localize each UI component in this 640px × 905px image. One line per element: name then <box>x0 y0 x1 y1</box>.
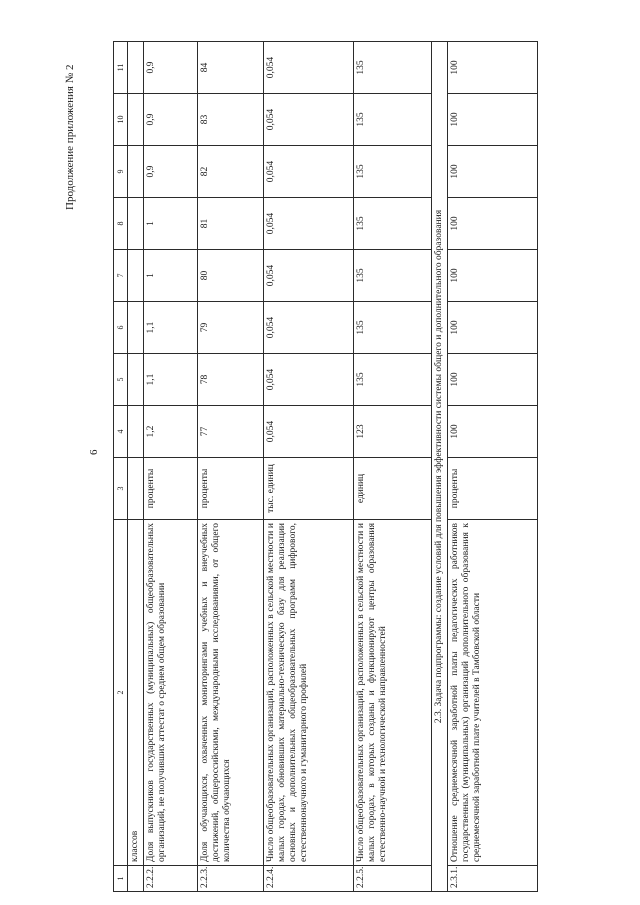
table-row <box>128 42 144 892</box>
section-title: 2.3. Задача подпрограммы: создание условий для повышения эффективности системы общего и дополнительного образования <box>432 42 448 892</box>
value-cell: 0,054 <box>264 250 354 302</box>
value-cell: 81 <box>198 198 264 250</box>
column-number: 11 <box>114 42 128 94</box>
appendix-continuation-label: Продолжение приложения № 2 <box>64 64 76 210</box>
table-row <box>198 42 264 892</box>
row-number: 2.3.1. <box>448 866 538 892</box>
row-number: 2.2.4. <box>264 866 354 892</box>
value-cell: 0,9 <box>144 146 198 198</box>
value-cell <box>128 250 144 302</box>
value-cell: 1,2 <box>144 406 198 458</box>
row-number <box>128 866 144 892</box>
column-number: 9 <box>114 146 128 198</box>
value-cell: 1 <box>144 198 198 250</box>
column-number: 4 <box>114 406 128 458</box>
value-cell: 135 <box>354 354 432 406</box>
value-cell: 1,1 <box>144 302 198 354</box>
column-number: 8 <box>114 198 128 250</box>
value-cell: 77 <box>198 406 264 458</box>
value-cell: 0,054 <box>264 406 354 458</box>
row-number: 2.2.2. <box>144 866 198 892</box>
value-cell: 0,054 <box>264 94 354 146</box>
value-cell: 0,9 <box>144 42 198 94</box>
column-number: 7 <box>114 250 128 302</box>
unit-cell: единиц <box>354 458 432 520</box>
value-cell <box>128 302 144 354</box>
column-number: 5 <box>114 354 128 406</box>
value-cell <box>128 354 144 406</box>
column-number: 10 <box>114 94 128 146</box>
section-row <box>432 42 448 892</box>
value-cell: 83 <box>198 94 264 146</box>
value-cell <box>128 146 144 198</box>
value-cell: 78 <box>198 354 264 406</box>
value-cell: 79 <box>198 302 264 354</box>
indicator-name: Доля обучающихся, охваченных мониторингами учебных и внеучебных достижений, общероссийскими, международными исследованиями, от общего количества обучающихся <box>198 520 264 866</box>
unit-cell <box>128 458 144 520</box>
value-cell: 100 <box>448 302 538 354</box>
value-cell: 135 <box>354 302 432 354</box>
value-cell: 0,054 <box>264 198 354 250</box>
table-row <box>354 42 432 892</box>
column-number-row <box>114 42 128 892</box>
page-number: 6 <box>88 449 100 455</box>
unit-cell: тыс. единиц <box>264 458 354 520</box>
value-cell: 135 <box>354 42 432 94</box>
column-number: 6 <box>114 302 128 354</box>
row-number: 2.2.3. <box>198 866 264 892</box>
value-cell: 100 <box>448 146 538 198</box>
indicator-name: Отношение среднемесячной заработной платы педагогических работников государственных (муниципальных) организаций дополнительного образования к среднемесячной заработной плате учителей в Тамбовской области <box>448 520 538 866</box>
value-cell: 80 <box>198 250 264 302</box>
row-number: 2.2.5. <box>354 866 432 892</box>
table-row <box>144 42 198 892</box>
table-row <box>264 42 354 892</box>
value-cell: 135 <box>354 198 432 250</box>
value-cell <box>128 42 144 94</box>
column-number: 2 <box>114 520 128 866</box>
value-cell: 100 <box>448 406 538 458</box>
unit-cell: проценты <box>448 458 538 520</box>
value-cell: 0,054 <box>264 302 354 354</box>
value-cell: 100 <box>448 354 538 406</box>
value-cell: 0,054 <box>264 354 354 406</box>
indicators-table <box>113 41 538 892</box>
unit-cell: проценты <box>144 458 198 520</box>
value-cell <box>128 198 144 250</box>
indicator-name: Число общеобразовательных организаций, расположенных в сельской местности и малых городах, в которых созданы и функционируют центры образования естественно-научной и технологической направленностей <box>354 520 432 866</box>
column-number: 3 <box>114 458 128 520</box>
value-cell: 100 <box>448 198 538 250</box>
indicator-name: Доля выпускников государственных (муниципальных) общеобразовательных организаций, не получивших аттестат о среднем общем образовании <box>144 520 198 866</box>
value-cell: 1 <box>144 250 198 302</box>
value-cell: 0,054 <box>264 146 354 198</box>
unit-cell: проценты <box>198 458 264 520</box>
value-cell: 1,1 <box>144 354 198 406</box>
column-number: 1 <box>114 866 128 892</box>
value-cell: 100 <box>448 42 538 94</box>
value-cell: 123 <box>354 406 432 458</box>
value-cell: 135 <box>354 94 432 146</box>
value-cell: 135 <box>354 250 432 302</box>
value-cell: 100 <box>448 94 538 146</box>
rotated-table-sheet <box>113 42 625 892</box>
value-cell: 135 <box>354 146 432 198</box>
value-cell <box>128 406 144 458</box>
value-cell: 0,9 <box>144 94 198 146</box>
indicator-name: Число общеобразовательных организаций, расположенных в сельской местности и малых городах, обновивших материально-техническую базу для реализации основных и дополнительных общеобразовательных программ цифрового, естественнонаучного и гуманитарного профилей <box>264 520 354 866</box>
indicator-name: классов <box>128 520 144 866</box>
value-cell: 0,054 <box>264 42 354 94</box>
value-cell: 82 <box>198 146 264 198</box>
value-cell <box>128 94 144 146</box>
value-cell: 100 <box>448 250 538 302</box>
value-cell: 84 <box>198 42 264 94</box>
table-row <box>448 42 538 892</box>
